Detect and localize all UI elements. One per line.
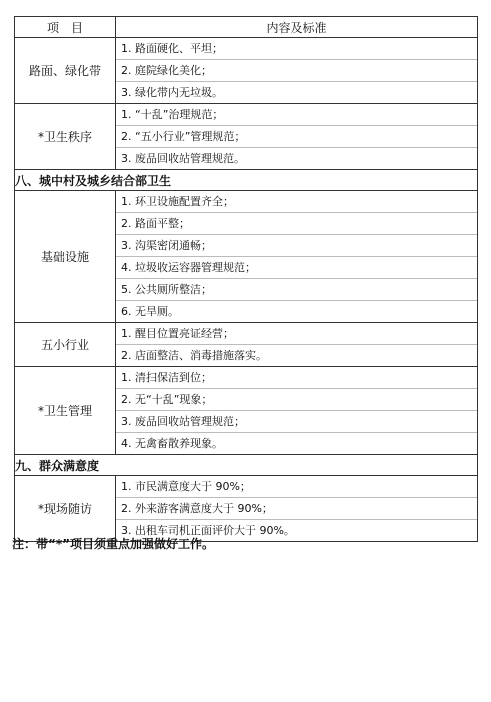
criteria-line: 3. 废品回收站管理规范； — [116, 411, 477, 433]
section-row — [15, 455, 478, 476]
criteria-cell — [116, 323, 478, 367]
item-name: *现场随访 — [15, 476, 116, 542]
criteria-line: 4. 垃圾收运容器管理规范； — [116, 257, 477, 279]
criteria-cell — [116, 38, 478, 104]
item-name: 基础设施 — [15, 191, 116, 323]
criteria-line: 4. 无禽畜散养现象。 — [121, 437, 223, 450]
criteria-line: 6. 无旱厕。 — [121, 305, 179, 318]
criteria-line: 2. 路面平整； — [116, 213, 477, 235]
criteria-line: 3. 废品回收站管理规范。 — [121, 152, 245, 165]
criteria-line: 2. 外来游客满意度大于 90%； — [116, 498, 477, 520]
item-name: *卫生秩序 — [15, 104, 116, 170]
standards-table — [14, 16, 478, 542]
criteria-line: 1. “十乱”治理规范； — [116, 104, 477, 126]
criteria-line: 2. 店面整洁、消毒措施落实。 — [121, 349, 267, 362]
table-row — [15, 476, 478, 542]
criteria-cell — [116, 104, 478, 170]
item-name: *卫生管理 — [15, 367, 116, 455]
criteria-cell — [116, 476, 478, 542]
criteria-line: 2. 无“十乱”现象； — [116, 389, 477, 411]
criteria-cell — [116, 191, 478, 323]
criteria-line: 2. 庭院绿化美化； — [116, 60, 477, 82]
criteria-line: 1. 醒目位置亮证经营； — [116, 323, 477, 345]
criteria-line: 3. 沟渠密闭通畅； — [116, 235, 477, 257]
criteria-cell — [116, 367, 478, 455]
criteria-line: 1. 环卫设施配置齐全； — [116, 191, 477, 213]
item-name: 五小行业 — [15, 323, 116, 367]
table-header-row — [15, 17, 478, 38]
item-name: 路面、绿化带 — [15, 38, 116, 104]
table-row — [15, 367, 478, 455]
section-heading: 八、城中村及城乡结合部卫生 — [15, 170, 478, 191]
table-row — [15, 38, 478, 104]
header-item: 项 目 — [15, 17, 116, 38]
table-row — [15, 191, 478, 323]
table-row — [15, 323, 478, 367]
header-criteria: 内容及标准 — [116, 17, 478, 38]
criteria-line: 1. 路面硬化、平坦； — [116, 38, 477, 60]
criteria-line: 3. 绿化带内无垃圾。 — [121, 86, 223, 99]
standards-table-body — [15, 17, 478, 542]
criteria-line: 5. 公共厕所整洁； — [116, 279, 477, 301]
criteria-line: 1. 市民满意度大于 90%； — [116, 476, 477, 498]
section-row — [15, 170, 478, 191]
criteria-line: 1. 清扫保洁到位； — [116, 367, 477, 389]
criteria-line: 3. 出租车司机正面评价大于 90%。 — [121, 524, 295, 537]
table-row — [15, 104, 478, 170]
criteria-line: 2. “五小行业”管理规范； — [116, 126, 477, 148]
footnote: 注：带“*”项目须重点加强做好工作。 — [12, 537, 215, 551]
section-heading: 九、群众满意度 — [15, 455, 478, 476]
